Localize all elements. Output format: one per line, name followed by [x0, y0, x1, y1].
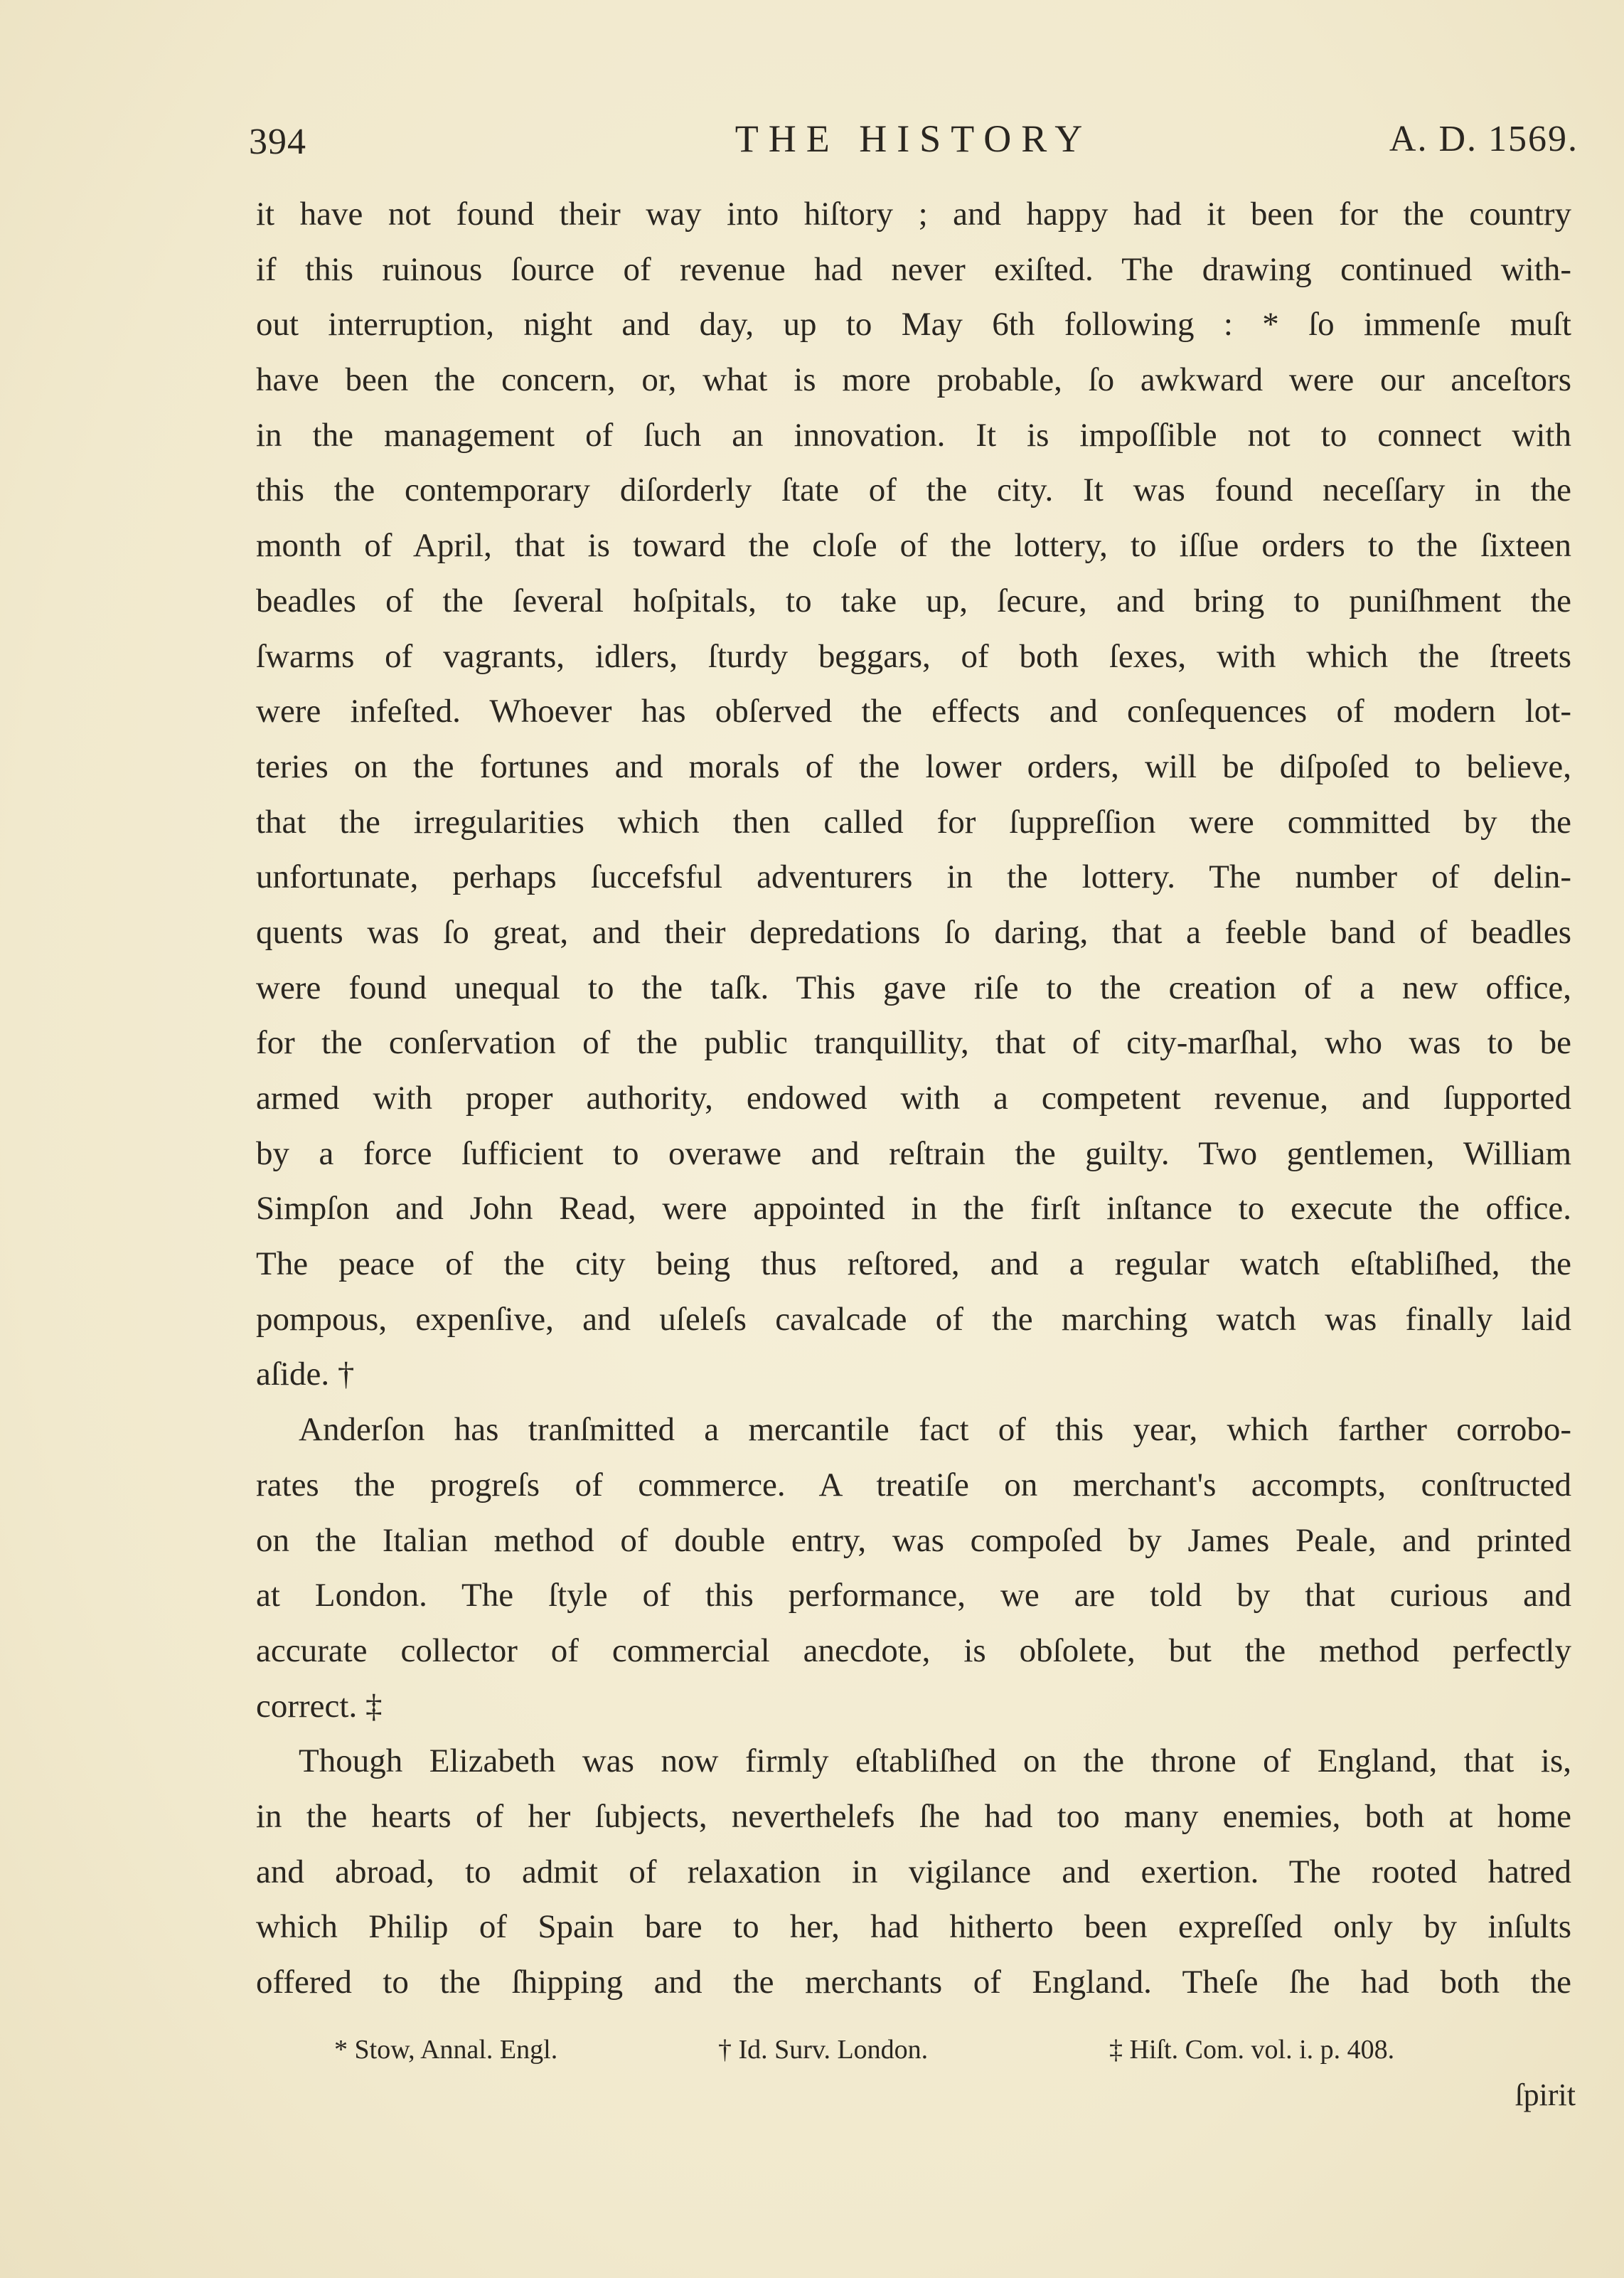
text-line: accurate collector of commercial anecdote, is obſolete, but the method perfectly [256, 1632, 1571, 1669]
text-line: it have not found their way into hiſtory ; and happy had it been for the country [256, 196, 1571, 233]
running-date: A. D. 1569. [1389, 119, 1578, 159]
text-line: unfortunate, perhaps ſuccefsful adventurers in the lottery. The number of delin- [256, 858, 1571, 896]
text-line: have been the concern, or, what is more probable, ſo awkward were our anceſtors [256, 361, 1571, 399]
text-line: which Philip of Spain bare to her, had hitherto been expreſſed only by inſults [256, 1908, 1571, 1946]
text-line: if this ruinous ſource of revenue had never exiſted. The drawing continued with- [256, 250, 1571, 288]
text-line: were infeſted. Whoever has obſerved the effects and conſequences of modern lot- [256, 693, 1571, 730]
text-line: that the irregularities which then called for ſuppreſſion were committed by the [256, 803, 1571, 841]
text-line-paragraph-start: Though Elizabeth was now firmly eſtabliſhed on the throne of England, that is, [299, 1742, 1571, 1780]
text-line: pompous, expenſive, and uſeleſs cavalcade of the marching watch was finally laid [256, 1300, 1571, 1338]
text-line: month of April, that is toward the cloſe of the lottery, to iſſue orders to the ſixteen [256, 527, 1571, 565]
text-line-paragraph-start: Anderſon has tranſmitted a mercantile fact of this year, which farther corrobo- [299, 1411, 1571, 1449]
running-title: THE HISTORY [734, 117, 1093, 160]
text-line: beadles of the ſeveral hoſpitals, to take up, ſecure, and bring to puniſhment the [256, 582, 1571, 619]
text-line: Simpſon and John Read, were appointed in the firſt inſtance to execute the office. [256, 1190, 1571, 1228]
text-line: rates the progreſs of commerce. A treatiſe on merchant's accompts, conſtructed [256, 1466, 1571, 1503]
page-number: 394 [249, 122, 306, 162]
text-line: at London. The ſtyle of this performance, we are told by that curious and [256, 1577, 1571, 1614]
text-line: and abroad, to admit of relaxation in vigilance and exertion. The rooted hatred [256, 1853, 1571, 1890]
catchword: ſpirit [1515, 2077, 1576, 2112]
text-line: ſwarms of vagrants, idlers, ſturdy beggars, of both ſexes, with which the ſtreets [256, 637, 1571, 675]
text-line: were found unequal to the taſk. This gave riſe to the creation of a new office, [256, 969, 1571, 1006]
text-line: out interruption, night and day, up to May 6th following : * ſo immenſe muſt [256, 306, 1571, 344]
footnote-history-commerce: ‡ Hiſt. Com. vol. i. p. 408. [1109, 2035, 1395, 2065]
text-line: offered to the ſhipping and the merchants of England. Theſe ſhe had both the [256, 1964, 1571, 2001]
text-line-paragraph-end: correct. ‡ [256, 1687, 383, 1725]
footnote-stow: * Stow, Annal. Engl. [334, 2035, 558, 2065]
text-line: armed with proper authority, endowed with a competent revenue, and ſupported [256, 1080, 1571, 1117]
body-text [256, 187, 1571, 2011]
page-header [249, 114, 1578, 171]
text-line: teries on the fortunes and morals of the lower orders, will be diſpoſed to believe, [256, 747, 1571, 785]
text-line: by a force ſufficient to overawe and reſtrain the guilty. Two gentlemen, William [256, 1134, 1571, 1172]
text-line: The peace of the city being thus reſtored, and a regular watch eſtabliſhed, the [256, 1245, 1571, 1283]
text-line: for the conſervation of the public tranquillity, that of city-marſhal, who was to be [256, 1024, 1571, 1062]
text-line: in the hearts of her ſubjects, neverthelefs ſhe had too many enemies, both at home [256, 1797, 1571, 1835]
text-line: this the contemporary diſorderly ſtate of the city. It was found neceſſary in the [256, 472, 1571, 509]
text-line-paragraph-end: aſide. † [256, 1356, 355, 1393]
text-line: quents was ſo great, and their depredations ſo daring, that a feeble band of beadles [256, 913, 1571, 951]
text-line: in the management of ſuch an innovation. It is impoſſible not to connect with [256, 416, 1571, 454]
text-line: on the Italian method of double entry, was compoſed by James Peale, and printed [256, 1521, 1571, 1559]
footnote-survey: † Id. Surv. London. [718, 2035, 929, 2065]
footnotes [313, 2034, 1536, 2077]
